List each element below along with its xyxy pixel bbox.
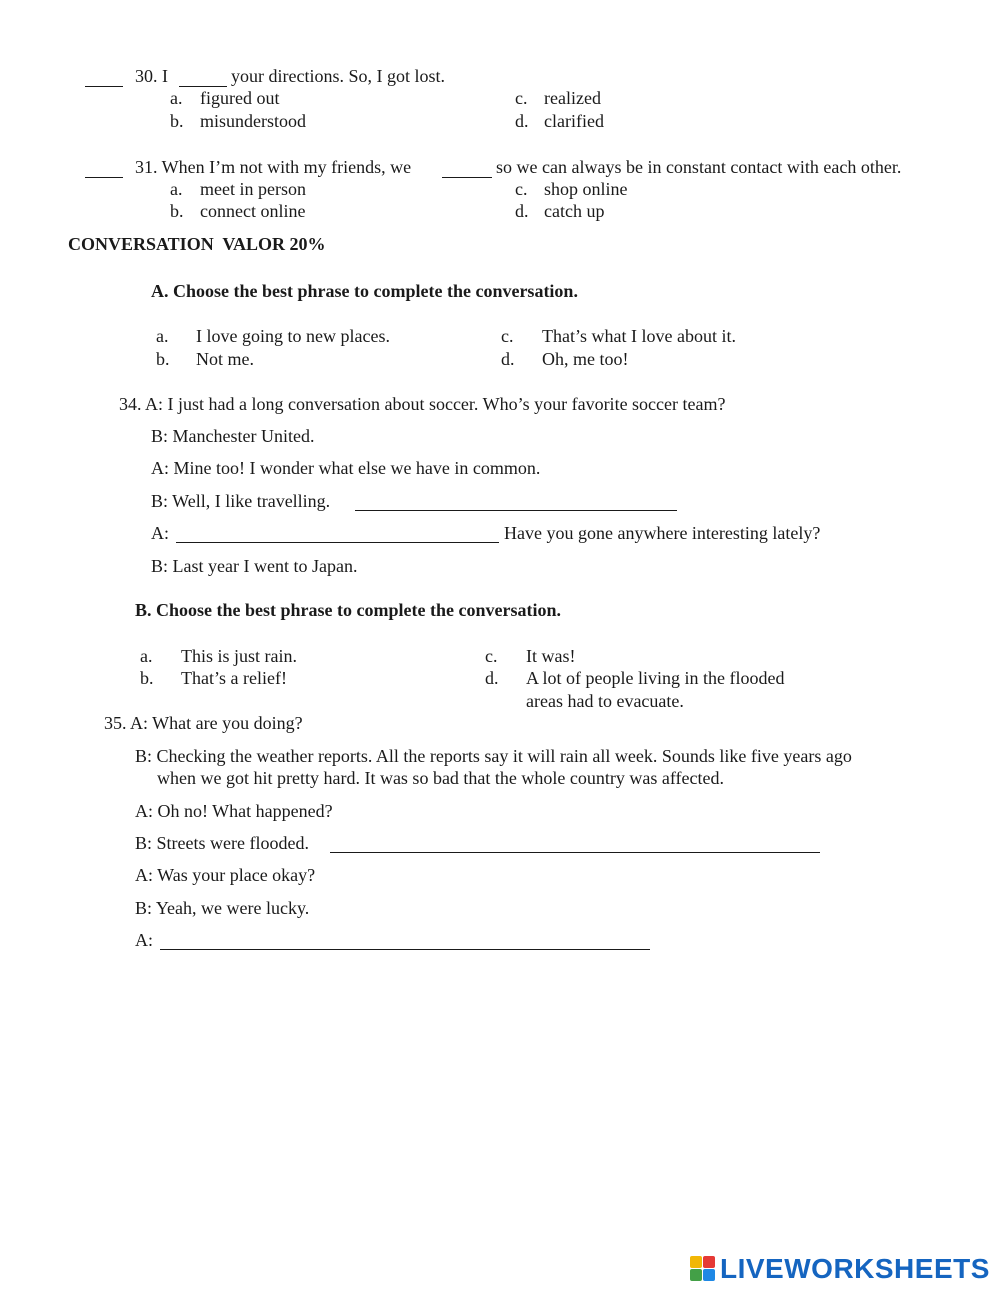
- q35-line-6: B: Yeah, we were lucky.: [135, 898, 310, 918]
- part-b-option-a: [140, 647, 297, 665]
- option-text: It was!: [526, 646, 576, 666]
- option-text: connect online: [200, 201, 306, 221]
- q35-line-3: A: Oh no! What happened?: [135, 801, 333, 821]
- q30-stem: [135, 67, 168, 85]
- part-a-option-b: [156, 350, 254, 368]
- q30-option-b: [170, 112, 306, 130]
- q34-answer-blank-1[interactable]: [355, 510, 677, 511]
- option-text: misunderstood: [200, 111, 306, 131]
- part-a-option-d: [501, 350, 628, 368]
- option-letter: b.: [170, 111, 184, 131]
- q31-option-c: [515, 180, 628, 198]
- q34-line-4: B: Well, I like travelling.: [151, 491, 331, 511]
- q35-answer-blank-1[interactable]: [330, 852, 820, 853]
- option-text: I love going to new places.: [196, 326, 390, 346]
- q34-line-1: 34. A: I just had a long conversation about soccer. Who’s your favorite soccer team?: [119, 394, 726, 414]
- part-b-option-c: [485, 647, 575, 665]
- q35-answer-blank-2[interactable]: [160, 949, 650, 950]
- q30-stem-pre: 30. I: [135, 66, 168, 86]
- q30-inline-blank: [179, 86, 227, 87]
- option-letter: a.: [140, 646, 153, 666]
- q31-option-d: [515, 202, 604, 220]
- option-letter: d.: [515, 111, 529, 131]
- q30-option-d: [515, 112, 604, 130]
- option-letter: b.: [156, 349, 170, 369]
- option-letter: a.: [170, 88, 183, 108]
- option-text: shop online: [544, 179, 628, 199]
- option-text: figured out: [200, 88, 280, 108]
- q35-line-7: A:: [135, 930, 153, 950]
- part-a-option-c: [501, 327, 736, 345]
- option-letter: c.: [515, 88, 528, 108]
- q31-stem-pre: 31. When I’m not with my friends, we: [135, 157, 412, 177]
- option-text: meet in person: [200, 179, 306, 199]
- option-letter: d.: [515, 201, 529, 221]
- option-text: Not me.: [196, 349, 254, 369]
- q30-option-c: [515, 89, 601, 107]
- part-b-option-d: [485, 669, 784, 687]
- liveworksheets-logo: [690, 1255, 990, 1283]
- option-letter: a.: [156, 326, 169, 346]
- option-letter: c.: [485, 646, 498, 666]
- logo-mark-icon: [690, 1256, 716, 1282]
- option-text: Oh, me too!: [542, 349, 629, 369]
- logo-text: LIVEWORKSHEETS: [720, 1253, 990, 1284]
- option-text: realized: [544, 88, 601, 108]
- q35-line-2b: when we got hit pretty hard. It was so bad that the whole country was affected.: [157, 768, 724, 788]
- q34-line-6: B: Last year I went to Japan.: [151, 556, 358, 576]
- option-letter: b.: [140, 668, 154, 688]
- q30-stem-post: your directions. So, I got lost.: [231, 66, 445, 86]
- option-text: A lot of people living in the flooded: [526, 668, 785, 688]
- q30-option-a: [170, 89, 279, 107]
- q35-line-1: 35. A: What are you doing?: [104, 713, 303, 733]
- option-letter: c.: [515, 179, 528, 199]
- answer-blank-30[interactable]: [85, 86, 123, 87]
- option-text: catch up: [544, 201, 605, 221]
- option-letter: d.: [485, 668, 499, 688]
- part-b-option-d-continued: areas had to evacuate.: [526, 691, 684, 711]
- q31-stem-post: so we can always be in constant contact with each other.: [496, 157, 902, 177]
- q31-option-a: [170, 180, 306, 198]
- part-a-instruction: A. Choose the best phrase to complete the conversation.: [151, 281, 578, 301]
- part-b-instruction: B. Choose the best phrase to complete the conversation.: [135, 600, 561, 620]
- q34-line-3: A: Mine too! I wonder what else we have in common.: [151, 458, 541, 478]
- q34-answer-blank-2[interactable]: [176, 542, 499, 543]
- q35-line-4: B: Streets were flooded.: [135, 833, 309, 853]
- option-letter: b.: [170, 201, 184, 221]
- q31-option-b: [170, 202, 305, 220]
- option-letter: c.: [501, 326, 514, 346]
- part-a-option-a: [156, 327, 390, 345]
- q34-line-2: B: Manchester United.: [151, 426, 315, 446]
- option-text: This is just rain.: [181, 646, 297, 666]
- option-text: clarified: [544, 111, 604, 131]
- answer-blank-31[interactable]: [85, 177, 123, 178]
- option-text: That’s a relief!: [181, 668, 287, 688]
- option-text: That’s what I love about it.: [542, 326, 736, 346]
- section-heading: CONVERSATION VALOR 20%: [68, 234, 326, 254]
- option-letter: a.: [170, 179, 183, 199]
- option-letter: d.: [501, 349, 515, 369]
- q35-line-2a: B: Checking the weather reports. All the reports say it will rain all week. Sounds like five years ago: [135, 746, 852, 766]
- q34-line-5-post: Have you gone anywhere interesting lately?: [504, 523, 821, 543]
- part-b-option-b: [140, 669, 287, 687]
- q34-line-5-pre: A:: [151, 523, 169, 543]
- q35-line-5: A: Was your place okay?: [135, 865, 316, 885]
- q31-inline-blank: [442, 177, 492, 178]
